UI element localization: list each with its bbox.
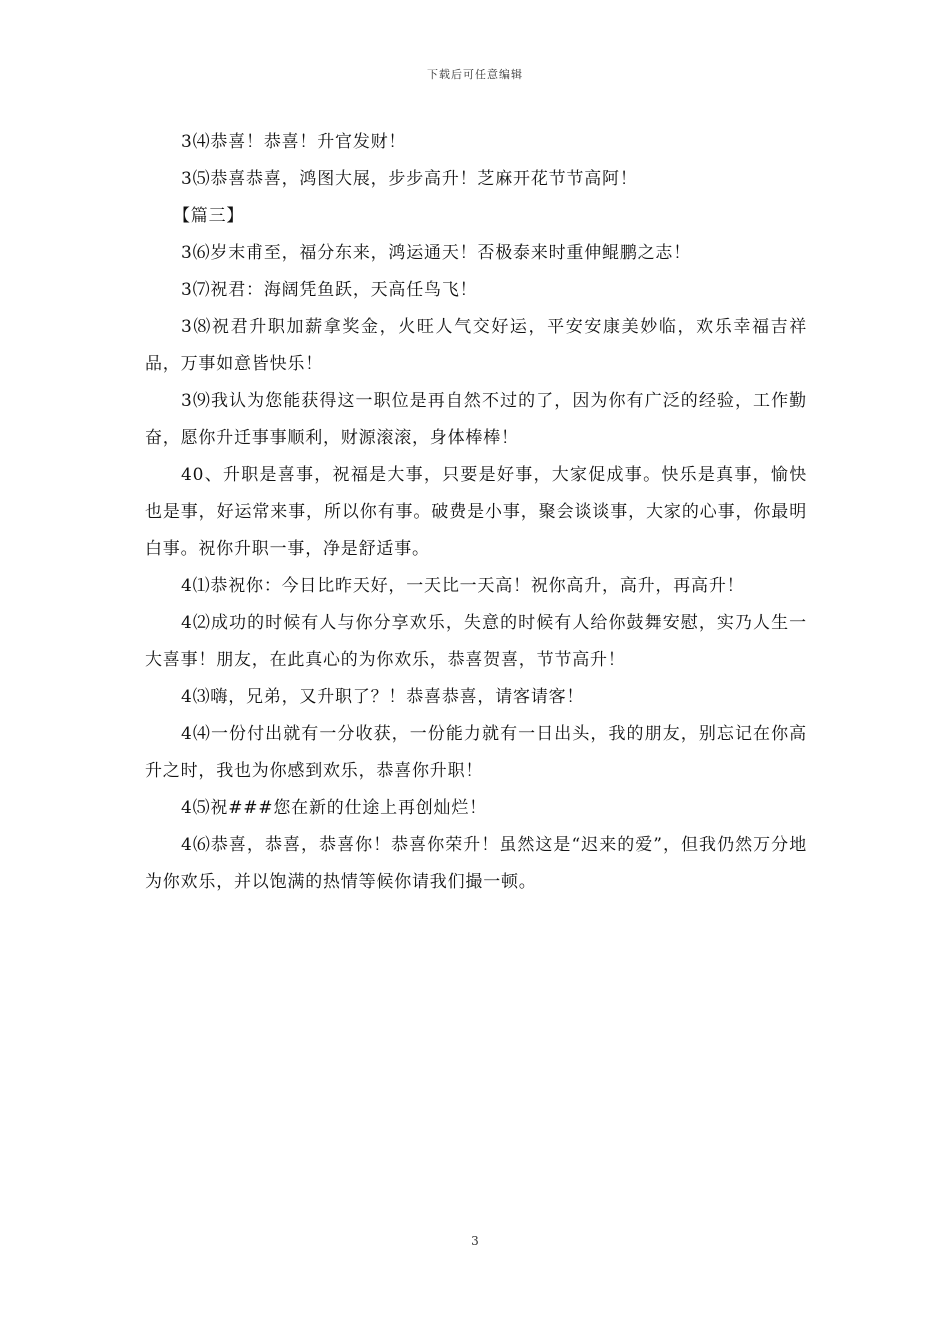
page-number: 3 [471, 1234, 479, 1248]
paragraph: 4⑵成功的时候有人与你分享欢乐，失意的时候有人给你鼓舞安慰，实乃人生一大喜事！朋友，在此真心的为你欢乐，恭喜贺喜，节节高升！ [145, 613, 807, 670]
paragraph: 40、升职是喜事，祝福是大事，只要是好事，大家促成事。快乐是真事，愉快也是事，好运常来事，所以你有事。破费是小事，聚会谈谈事，大家的心事，你最明白事。祝你升职一事，净是舒适事。 [145, 465, 807, 559]
paragraph: 3⑸恭喜恭喜，鸿图大展，步步高升！芝麻开花节节高阿！ [181, 169, 638, 189]
paragraph: 4⑷一份付出就有一分收获，一份能力就有一日出头，我的朋友，别忘记在你高升之时，我也为你感到欢乐，恭喜你升职！ [145, 724, 807, 781]
paragraph: 4⑸祝###您在新的仕途上再创灿烂！ [181, 798, 487, 818]
paragraph: 4⑶嗨，兄弟，又升职了？！恭喜恭喜，请客请客！ [181, 687, 585, 707]
paragraph: 3⑹岁末甫至，福分东来，鸿运通天！否极泰来时重伸鲲鹏之志！ [181, 243, 692, 263]
paragraph: 4⑴恭祝你：今日比昨天好，一天比一天高！祝你高升，高升，再高升！ [181, 576, 745, 596]
paragraph: 3⑻祝君升职加薪拿奖金，火旺人气交好运，平安安康美妙临，欢乐幸福吉祥品，万事如意皆快乐！ [145, 317, 807, 374]
paragraph: 3⑷恭喜！恭喜！升官发财！ [181, 132, 407, 152]
paragraph: 3⑺祝君：海阔凭鱼跃，天高任鸟飞！ [181, 280, 478, 300]
paragraph: 3⑼我认为您能获得这一职位是再自然不过的了，因为你有广泛的经验，工作勤奋，愿你升迁事事顺利，财源滚滚，身体棒棒！ [145, 391, 807, 448]
document-body [145, 124, 807, 901]
section-heading: 【篇三】 [173, 206, 245, 226]
page-header: 下载后可任意编辑 [427, 68, 523, 81]
paragraph: 4⑹恭喜，恭喜，恭喜你！恭喜你荣升！虽然这是“迟来的爱”，但我仍然万分地为你欢乐，并以饱满的热情等候你请我们撮一顿。 [145, 835, 807, 892]
